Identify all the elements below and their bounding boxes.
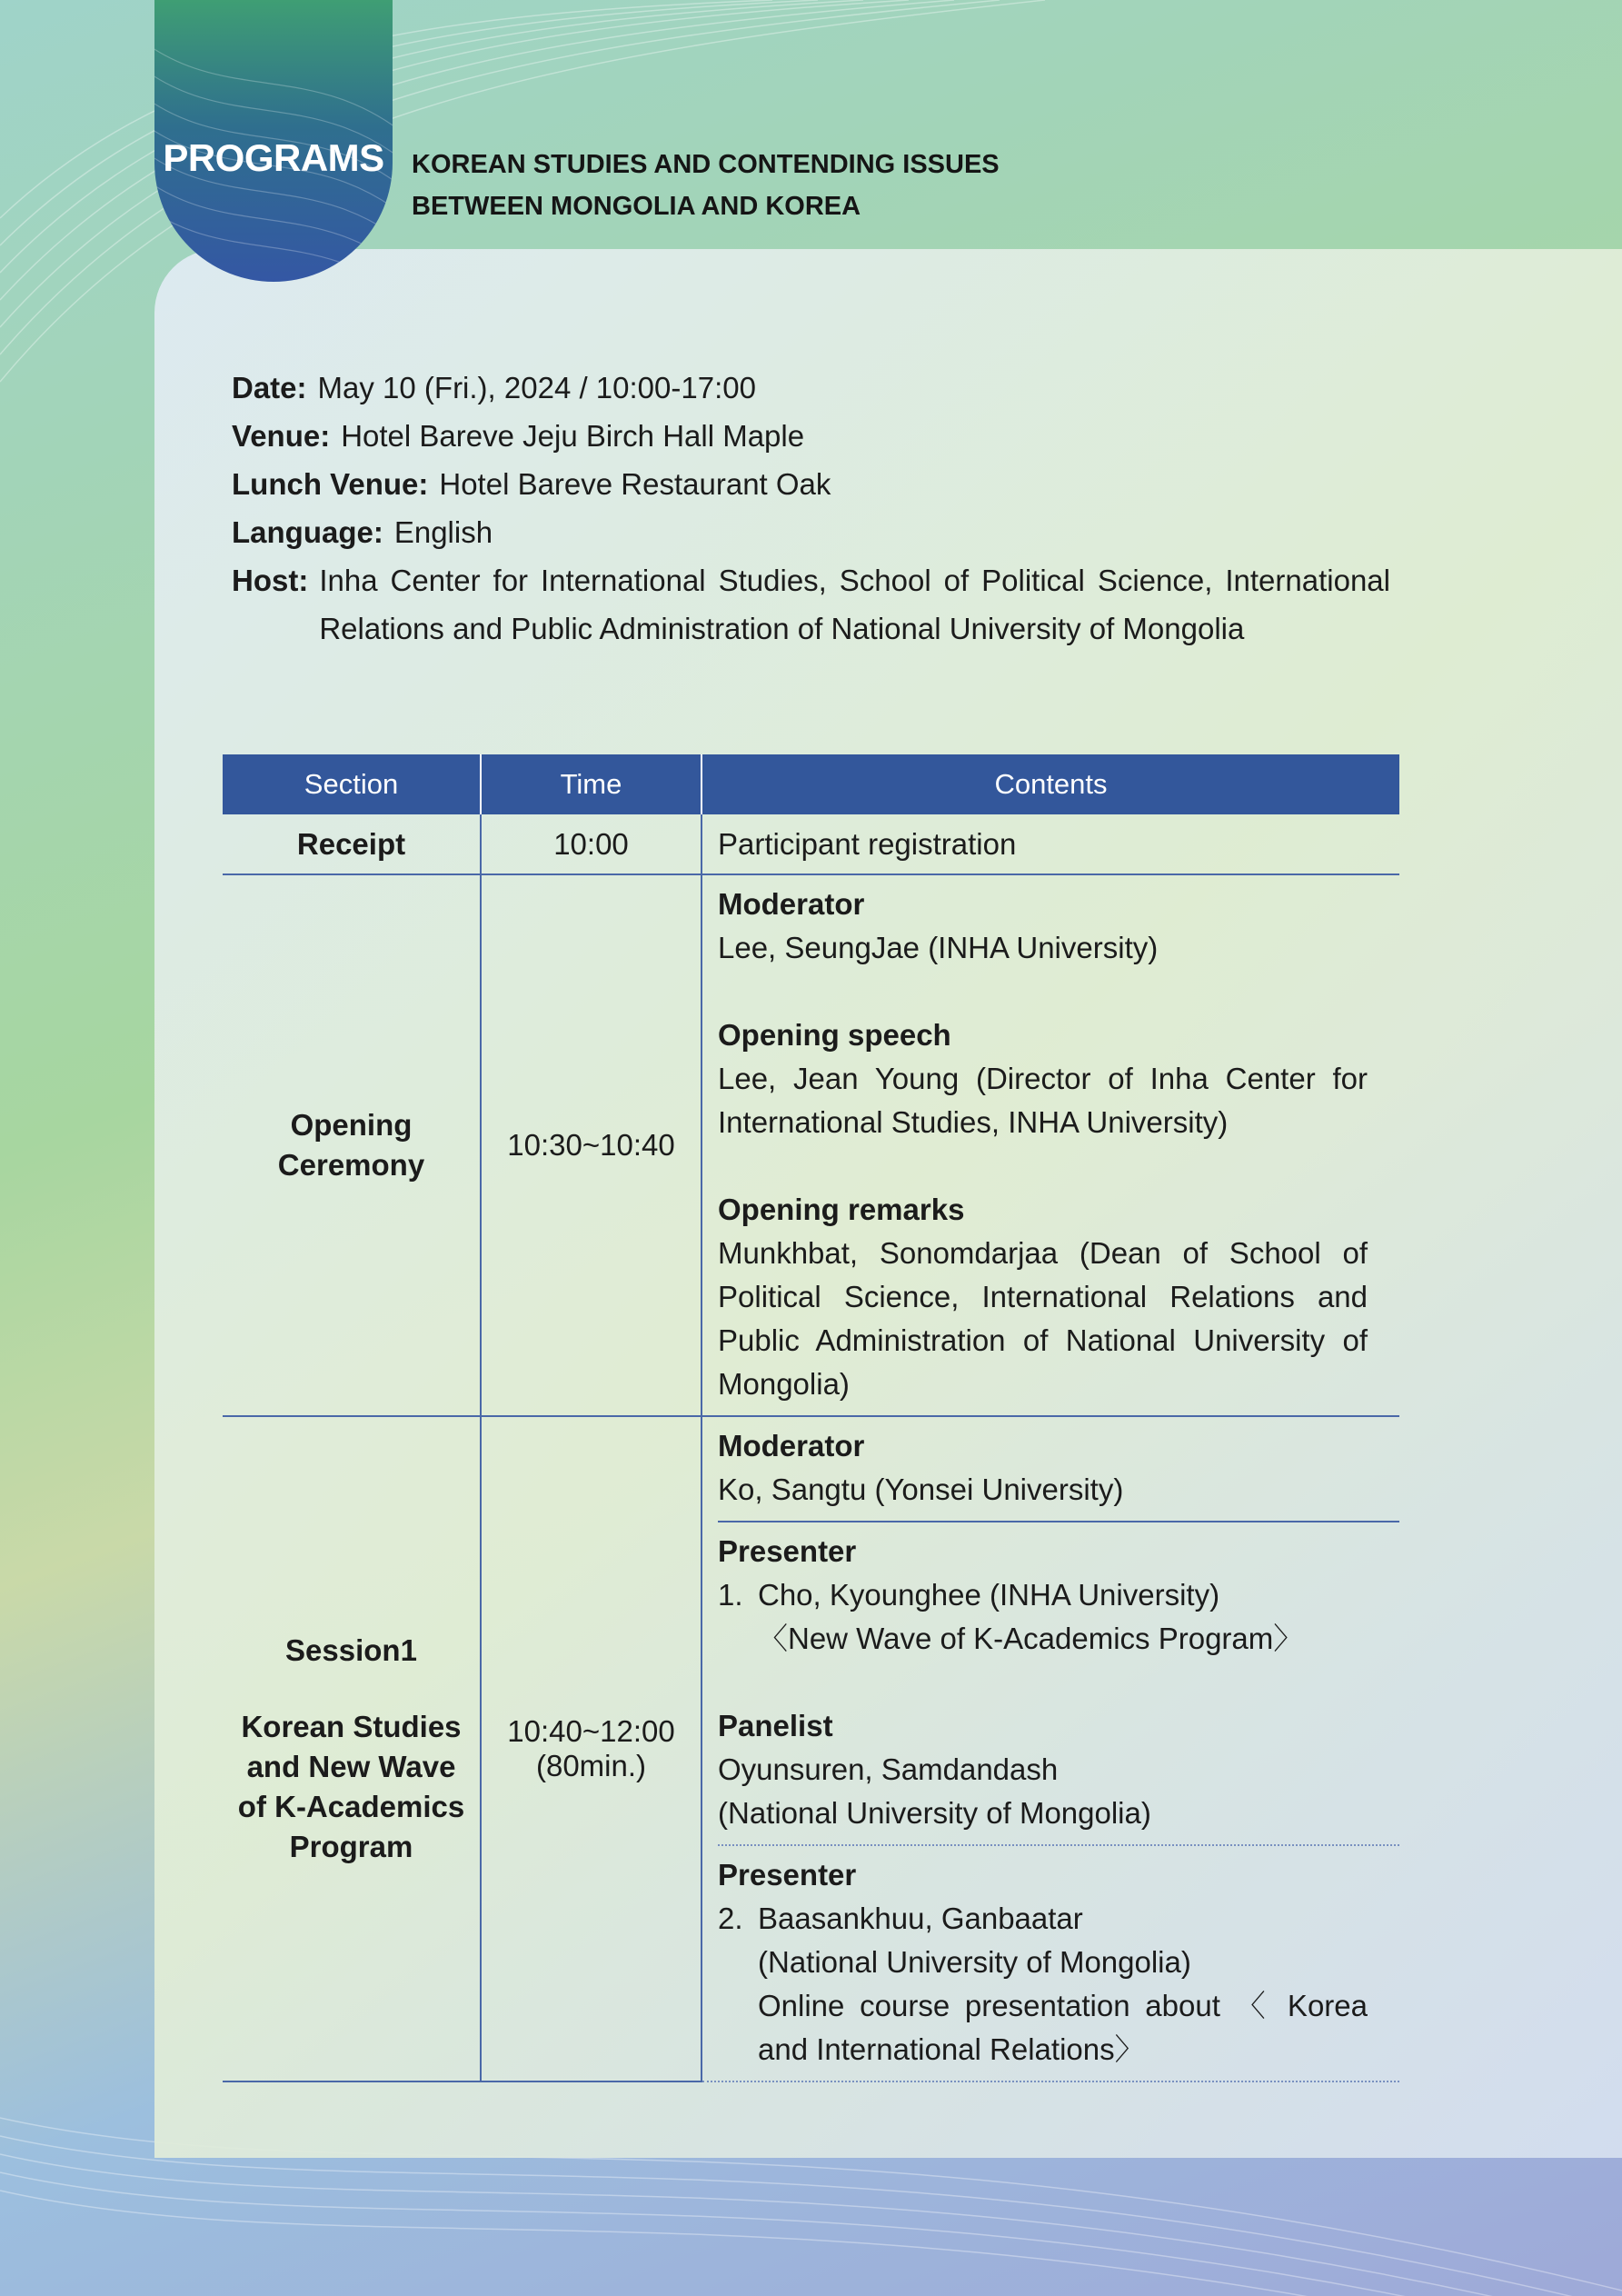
date-row [232, 364, 1390, 412]
lunch-venue-value: Hotel Bareve Restaurant Oak [439, 467, 831, 501]
presenter2-description: Online course presentation about 〈 Korea and International Relations〉 [758, 1989, 1368, 2066]
page-title [412, 144, 1000, 227]
presenter1-number: 1. [718, 1578, 743, 1612]
session1-panelist-role: Panelist [718, 1709, 833, 1742]
presenter2-name: Baasankhuu, Ganbaatar [758, 1902, 1083, 1935]
session1-moderator-block [718, 1417, 1399, 1522]
session1-presenter2-role: Presenter [718, 1858, 857, 1892]
panelist-name: Oyunsuren, Samdandash [718, 1752, 1059, 1786]
session1-section-line1: Session1 [285, 1633, 417, 1667]
event-info [232, 364, 1390, 653]
opening-speech-role: Opening speech [718, 1018, 951, 1052]
lunch-venue-label: Lunch Venue: [232, 467, 429, 501]
venue-label: Venue: [232, 419, 331, 453]
list-item [718, 1573, 1368, 1661]
table-row-receipt [223, 814, 1399, 874]
program-table [223, 754, 1399, 2082]
opening-section-line1: Opening [290, 1108, 413, 1142]
opening-block [718, 875, 1368, 1415]
session1-section-line2: Korean Studies [241, 1710, 462, 1743]
session1-presenter1-block [718, 1522, 1399, 1846]
host-label: Host: [232, 564, 309, 597]
session1-time [481, 1416, 702, 2081]
session1-time-line2: (80min.) [535, 1749, 647, 1782]
session1-section-line4: of K-Academics [237, 1790, 465, 1823]
table-row-opening [223, 874, 1399, 1416]
list-item [718, 1897, 1368, 2071]
opening-remarks-role: Opening remarks [718, 1193, 965, 1226]
opening-speech: Lee, Jean Young (Director of Inha Center for International Studies, INHA University) [718, 1062, 1368, 1139]
host-value: Inha Center for International Studies, School of Political Science, International Relations and Public Administration of National University of Mongolia [319, 564, 1390, 645]
table-header-row [223, 754, 1399, 814]
table-row-session1 [223, 1416, 1399, 2081]
session1-moderator-role: Moderator [718, 1429, 865, 1462]
opening-time: 10:30~10:40 [481, 874, 702, 1416]
session1-section [223, 1416, 481, 2081]
receipt-content: Participant registration [702, 814, 1399, 874]
header-section: Section [223, 754, 481, 814]
venue-value: Hotel Bareve Jeju Birch Hall Maple [341, 419, 805, 453]
panelist-affiliation: (National University of Mongolia) [718, 1796, 1151, 1830]
session1-section-line3: and New Wave [246, 1750, 456, 1783]
opening-section-line2: Ceremony [277, 1148, 425, 1182]
page-title-line1: KOREAN STUDIES AND CONTENDING ISSUES [412, 150, 1000, 179]
lunch-venue-row [232, 460, 1390, 508]
opening-moderator: Lee, SeungJae (INHA University) [718, 931, 1159, 964]
venue-row [232, 412, 1390, 460]
session1-moderator: Ko, Sangtu (Yonsei University) [718, 1472, 1124, 1506]
session1-section-line5: Program [289, 1830, 413, 1863]
language-row [232, 508, 1390, 556]
receipt-time: 10:00 [481, 814, 702, 874]
opening-section [223, 874, 481, 1416]
language-label: Language: [232, 515, 383, 549]
date-label: Date: [232, 371, 307, 404]
session1-presenter1-role: Presenter [718, 1534, 857, 1568]
programs-tab [154, 0, 393, 282]
presenter1-title: 〈New Wave of K-Academics Program〉 [758, 1622, 1304, 1655]
session1-presenter2-block [718, 1846, 1399, 2081]
opening-moderator-role: Moderator [718, 887, 865, 921]
presenter2-number: 2. [718, 1902, 743, 1935]
opening-remarks: Munkhbat, Sonomdarjaa (Dean of School of Political Science, International Relations and Public Administration of National University of Mongolia) [718, 1236, 1368, 1401]
session1-time-line1: 10:40~12:00 [507, 1714, 675, 1748]
session1-contents [702, 1416, 1399, 2081]
presenter1-name: Cho, Kyounghee (INHA University) [758, 1578, 1220, 1612]
date-value: May 10 (Fri.), 2024 / 10:00-17:00 [317, 371, 756, 404]
opening-contents [702, 874, 1399, 1416]
header-time: Time [481, 754, 702, 814]
presenter2-affiliation: (National University of Mongolia) [758, 1945, 1191, 1979]
language-value: English [393, 515, 493, 549]
page-title-line2: BETWEEN MONGOLIA AND KOREA [412, 192, 861, 221]
host-row [232, 556, 1390, 653]
receipt-section: Receipt [223, 814, 481, 874]
programs-label: PROGRAMS [163, 136, 384, 179]
header-contents: Contents [702, 754, 1399, 814]
